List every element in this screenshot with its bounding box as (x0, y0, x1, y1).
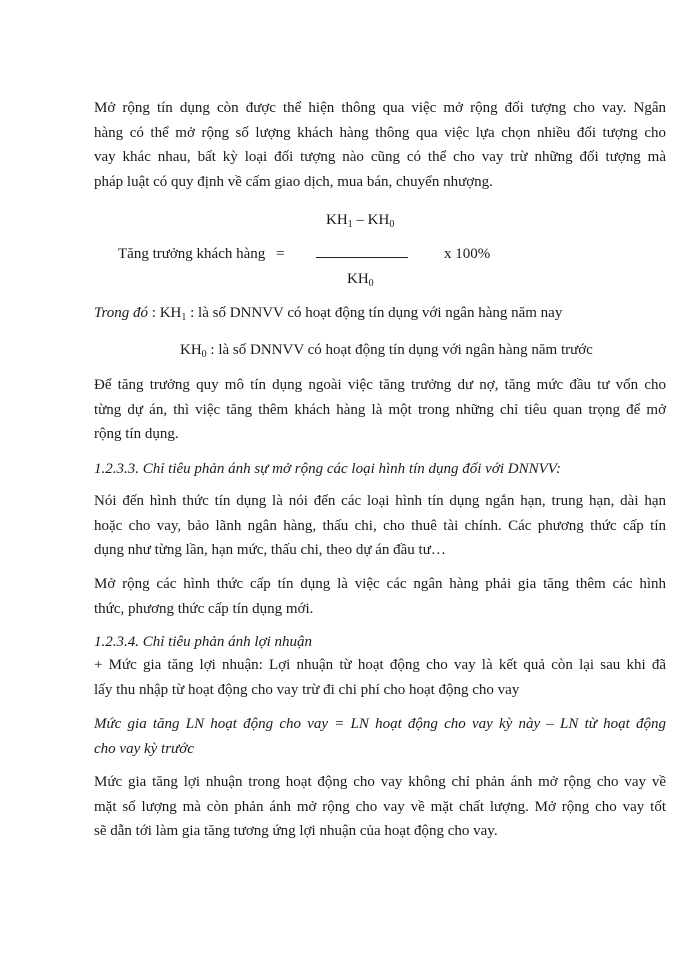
text-line: lấy thu nhập từ hoạt động cho vay trừ đi chi phí cho hoạt động cho vay (94, 681, 520, 698)
kh1-text: : là số DNNVV có hoạt động tín dụng với ngân hàng năm nay (186, 305, 563, 321)
paragraph-customer-growth (94, 373, 666, 447)
text-line: Nói đến hình thức tín dụng là nói đến các loại hình tín dụng ngắn hạn, trung hạn, dài hạn (94, 493, 666, 509)
text-line: Mức gia tăng lợi nhuận trong hoạt động cho vay không chỉ phản ánh mở rộng cho vay về (94, 774, 666, 790)
text-line: Mở rộng tín dụng còn được thể hiện thông qua việc mở rộng đối tượng cho vay. Ngân (94, 100, 666, 116)
text-line: dụng như từng lần, hạn mức, thấu chi, theo dự án đầu tư… (94, 542, 446, 558)
subscript: 0 (389, 219, 395, 230)
kh1-label: : KH (148, 305, 182, 321)
text-line: rộng tín dụng. (94, 426, 179, 442)
formula-multiplier: x 100% (444, 246, 491, 262)
heading-text: 1.2.3.3. Chỉ tiêu phản ánh sự mở rộng các loại hình tín dụng đối với DNNVV: (94, 461, 561, 477)
text-line: hàng có thể mở rộng số lượng khách hàng thông qua việc lựa chọn nhiều đối tượng cho (94, 124, 666, 141)
denominator-kh: KH (347, 271, 369, 287)
formula-numerator (326, 212, 394, 229)
subscript: 0 (368, 278, 374, 289)
paragraph-profit-quality (94, 770, 666, 844)
numerator-kh1: KH (326, 212, 348, 228)
subscript: 0 (201, 349, 207, 360)
definition-kh1 (94, 305, 562, 322)
text-line: Để tăng trưởng quy mô tín dụng ngoài việc tăng trưởng dư nợ, tăng mức đầu tư vốn cho (94, 377, 666, 393)
text-line: hoặc cho vay, bảo lãnh ngân hàng, thấu chi, cho thuê tài chính. Các phương thức cấp tín (94, 517, 666, 534)
text-line: mặt số lượng mà còn phản ánh mở rộng cho vay về mặt chất lượng. Mở rộng cho vay tốt (94, 798, 666, 815)
formula-equals: = (276, 246, 285, 262)
text-line: pháp luật có quy định về cấm giao dịch, mua bán, chuyển nhượng. (94, 173, 493, 190)
paragraph-credit-forms (94, 572, 666, 621)
text-line: từng dự án, thì việc tăng thêm khách hàng là một trong những chỉ tiêu quan trọng để mở (94, 401, 666, 418)
heading-1233 (94, 457, 666, 482)
text-line: Mức gia tăng LN hoạt động cho vay = LN hoạt động cho vay kỳ này – LN từ hoạt động (94, 716, 666, 732)
kh0-text: : là số DNNVV có hoạt động tín dụng với ngân hàng năm trước (206, 342, 593, 358)
definition-kh0 (180, 342, 593, 359)
paragraph-credit-types (94, 489, 666, 563)
text-line: sẽ dẫn tới làm gia tăng tương ứng lợi nhuận của hoạt động cho vay. (94, 823, 498, 839)
definition-prefix: Trong đó (94, 305, 149, 321)
paragraph-profit-increase (94, 653, 666, 702)
formula-denominator (347, 271, 374, 288)
kh0-label: KH (180, 342, 202, 358)
text-line: + Mức gia tăng lợi nhuận: Lợi nhuận từ hoạt động cho vay là kết quả còn lại sau khi đã (94, 657, 666, 673)
subscript: 1 (347, 219, 353, 230)
formula-lhs: Tăng trưởng khách hàng (118, 246, 266, 262)
numerator-minus-kh0: – KH (352, 212, 390, 228)
heading-1234 (94, 630, 666, 655)
text-line: vay khác nhau, bất kỳ loại đối tượng nào cũng có thể cho vay trừ những đối tượng mà (94, 149, 666, 165)
text-line: thức, phương thức cấp tín dụng mới. (94, 600, 314, 617)
profit-formula (94, 712, 666, 761)
subscript: 1 (181, 312, 187, 323)
text-line: cho vay kỳ trước (94, 740, 194, 757)
heading-text: 1.2.3.4. Chỉ tiêu phản ánh lợi nhuận (94, 634, 313, 650)
fraction-bar (316, 257, 408, 258)
paragraph-object-expansion (94, 96, 666, 194)
text-line: Mở rộng các hình thức cấp tín dụng là việc các ngân hàng phải gia tăng thêm các hình (94, 576, 666, 592)
